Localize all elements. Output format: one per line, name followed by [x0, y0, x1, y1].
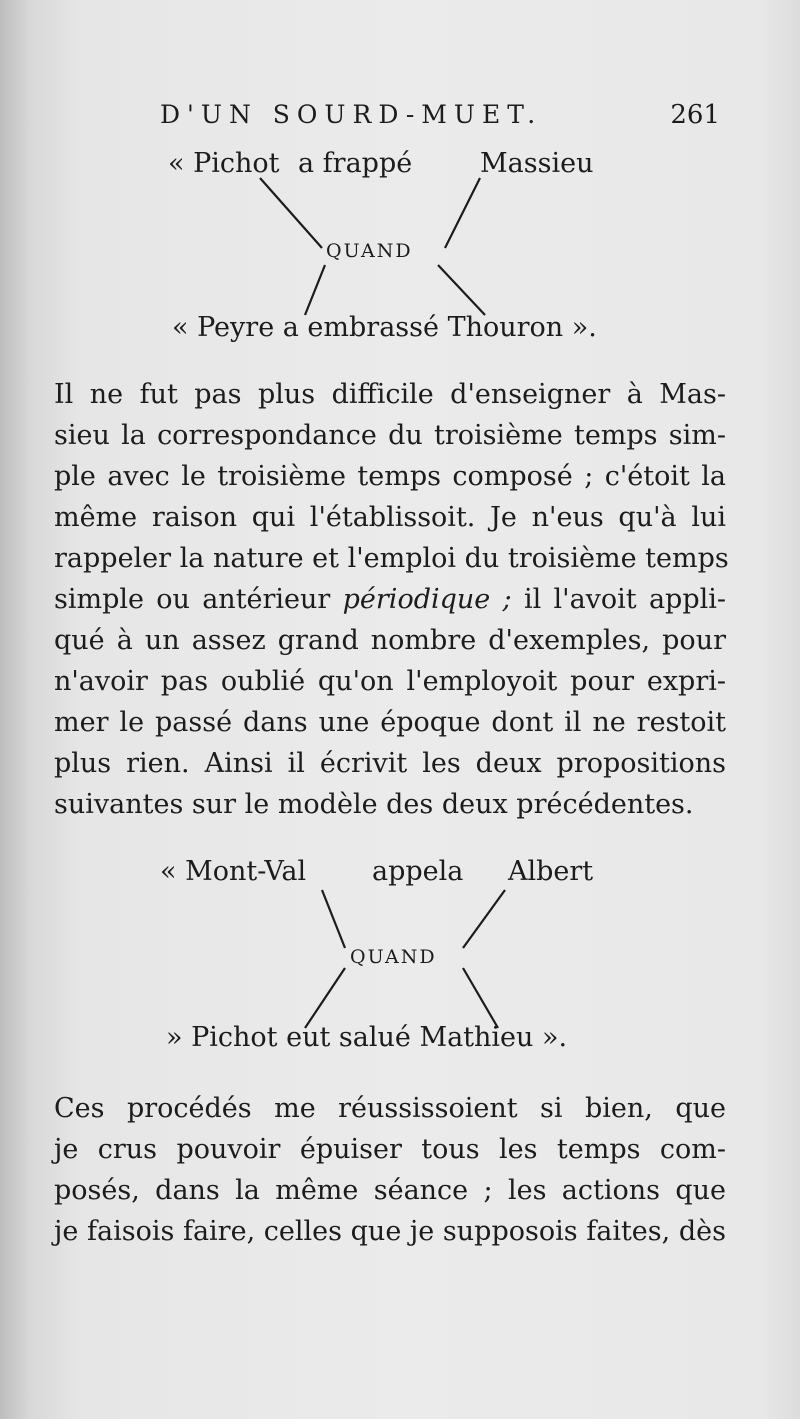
text-line: sieu la correspondance du troisième temps sim- — [54, 420, 726, 451]
scheme-2-subordinate-clause: » Pichot eut salué Mathieu ». — [166, 1022, 568, 1053]
italic-term: périodique ; — [342, 584, 512, 615]
scheme-1-subordinate-clause: « Peyre a embrassé Thouron ». — [172, 312, 597, 343]
sentence-scheme-1 — [0, 140, 800, 350]
text-line: Ces procédés me réussissoient si bien, que — [54, 1093, 726, 1124]
scheme-2-verb: appela — [372, 856, 464, 887]
paragraph-2 — [54, 1088, 726, 1252]
text-line: rappeler la nature et l'emploi du troisième temps — [54, 543, 729, 574]
scheme-2-subject: « Mont-Val — [160, 856, 307, 887]
paragraph-1 — [54, 374, 729, 825]
text-line-with-italic — [54, 579, 726, 620]
text-line: posés, dans la même séance ; les actions que — [54, 1175, 726, 1206]
text-line: je faisois faire, celles que je supposois faites, dès — [54, 1216, 726, 1247]
text-line: qué à un assez grand nombre d'exemples, pour — [54, 625, 726, 656]
scheme-1-object: Massieu — [480, 148, 594, 179]
text-line: suivantes sur le modèle des deux précédentes. — [54, 789, 694, 820]
scheme-1-subject: « Pichot — [168, 148, 280, 179]
text-segment: simple ou antérieur — [54, 584, 331, 615]
scheme-2-conjunction: QUAND — [350, 946, 437, 968]
text-line: n'avoir pas oublié qu'on l'employoit pour expri- — [54, 666, 726, 697]
text-line: Il ne fut pas plus difficile d'enseigner à Mas- — [54, 379, 726, 410]
text-line: même raison qui l'établissoit. Je n'eus qu'à lui — [54, 502, 726, 533]
text-line: plus rien. Ainsi il écrivit les deux propositions — [54, 748, 726, 779]
page-number: 261 — [670, 100, 720, 130]
page-header — [160, 100, 720, 140]
text-segment: il l'avoit appli- — [523, 584, 726, 615]
running-title: D'UN SOURD-MUET. — [160, 100, 543, 129]
scheme-2-object: Albert — [508, 856, 594, 887]
text-line: ple avec le troisième temps composé ; c'étoit la — [54, 461, 726, 492]
scheme-1-verb: a frappé — [298, 148, 413, 179]
scheme-1-conjunction: QUAND — [326, 240, 413, 262]
text-line: je crus pouvoir épuiser tous les temps com- — [54, 1134, 726, 1165]
text-line: mer le passé dans une époque dont il ne restoit — [54, 707, 726, 738]
sentence-scheme-2 — [0, 850, 800, 1065]
